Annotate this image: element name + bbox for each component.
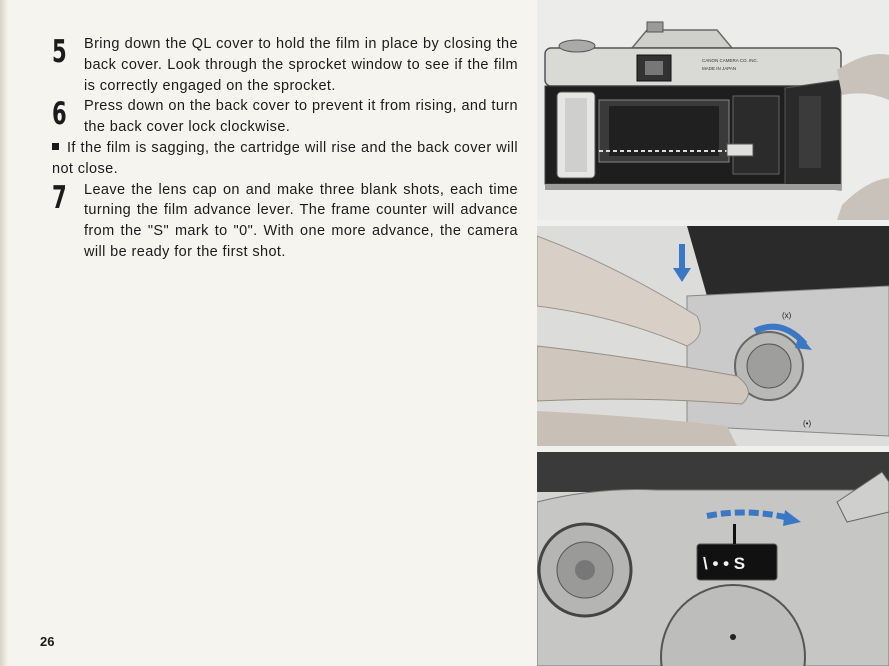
photo-column [537, 0, 889, 666]
photo-camera-back-open [537, 0, 889, 220]
bullet-icon [52, 143, 59, 150]
frame-counter-illustration [537, 452, 889, 666]
step-text: Press down on the back cover to prevent it from rising, and turn the back cover lock clockwise. [84, 98, 518, 136]
step-text: Bring down the QL cover to hold the film in place by closing the back cover. [84, 36, 518, 73]
step-6 [52, 96, 518, 138]
step-number: 5 [52, 34, 67, 70]
step-number: 6 [52, 96, 67, 133]
frame-counter-text: \ • • S [703, 554, 746, 573]
page-number: 26 [40, 634, 55, 649]
made-in-text: MADE IN JAPAN [702, 66, 737, 71]
step-7 [52, 180, 518, 263]
mark-top: (x) [782, 311, 792, 320]
mark-bottom: (•) [803, 419, 812, 428]
page-gutter-shadow [0, 0, 8, 666]
back-cover-lock-illustration [537, 226, 889, 446]
step-text-continued: Look through the sprocket window to see if the film is correctly engaged on the sprocket. [84, 56, 518, 94]
camera-back-illustration [537, 0, 889, 220]
step-text: Leave the lens cap on and make three blank shots, each time turning the film advance lever. [84, 181, 518, 219]
step-number: 7 [52, 179, 67, 216]
note [52, 138, 518, 180]
photo-frame-counter [537, 452, 889, 666]
photo-back-cover-lock [537, 226, 889, 446]
note-text: If the film is sagging, the cartridge will rise and the back cover will not close. [52, 139, 518, 177]
step-5 [52, 34, 518, 96]
label-plate-text: CANON CAMERA CO. INC. [702, 58, 759, 63]
step-text-continued: The frame counter will advance from the "S" mark to "0". With one more advance, the camera will be ready for the first shot. [84, 202, 518, 260]
instructions-column [52, 34, 518, 263]
